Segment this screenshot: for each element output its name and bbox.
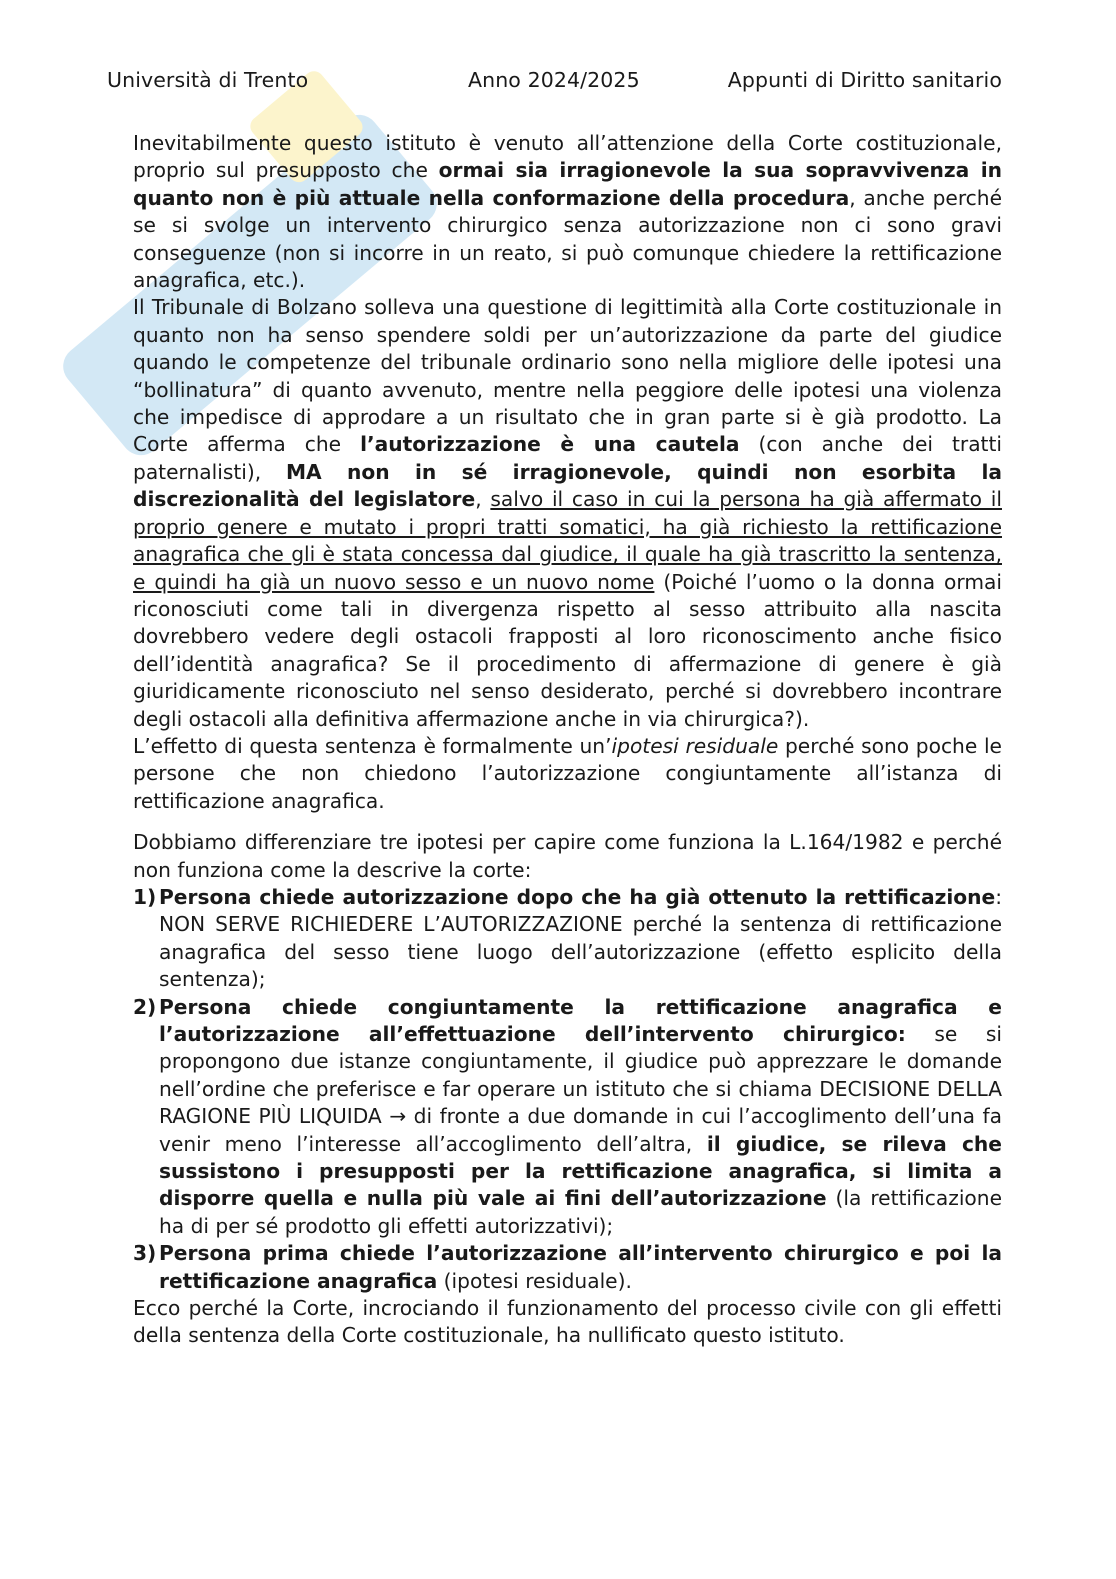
hypotheses-list bbox=[133, 884, 1002, 1295]
page-header bbox=[107, 68, 1002, 98]
text-run: ormai sia irragionevole la sua sopravvivenza in quanto non è più attuale nella conformazione della procedura bbox=[133, 158, 1002, 210]
document-body bbox=[133, 130, 1002, 1350]
text-run: Il Tribunale di Bolzano solleva una questione di legittimità alla Corte costituzionale in quanto non ha senso spendere soldi per un’autorizzazione da parte del giudice quando le competenze del tribunale ordinario sono nella migliore delle ipotesi una “bollinatura” di quanto avvenuto, mentre nella peggiore delle ipotesi una violenza che impedisce di approdare a un risultato che in gran parte si è già prodotto. La Corte afferma che bbox=[133, 295, 1002, 457]
header-university: Università di Trento bbox=[107, 68, 309, 92]
text-run: perché sono poche le persone che non chiedono l’autorizzazione congiuntamente all’istanza di rettificazione anagrafica. bbox=[133, 733, 1002, 813]
text-run: Persona chiede congiuntamente la rettificazione anagrafica e l’autorizzazione all’effettuazione dell’intervento chirurgico: bbox=[159, 994, 1002, 1046]
text-run: Persona chiede autorizzazione dopo che ha già ottenuto la rettificazione bbox=[159, 884, 996, 909]
text-run: il giudice, se rileva che sussistono i presupposti per la rettificazione anagrafica, si limita a disporre quella e nulla più vale ai fini dell’autorizzazione bbox=[159, 1131, 1002, 1211]
list-number: 2) bbox=[133, 994, 157, 1019]
list-item bbox=[133, 994, 1002, 1241]
list-item-text bbox=[159, 1241, 1002, 1292]
list-item-text bbox=[159, 995, 1002, 1238]
text-run: MA non in sé irragionevole, quindi non esorbita la discrezionalità del legislatore bbox=[133, 459, 1002, 512]
text-run: (ipotesi residuale). bbox=[437, 1268, 632, 1293]
text-run: l’autorizzazione è una cautela bbox=[360, 432, 740, 457]
text-run: ipotesi residuale bbox=[611, 733, 779, 758]
text-run: Ecco perché la Corte, incrociando il funzionamento del processo civile con gli effetti della sentenza della Corte costituzionale, ha nullificato questo istituto. bbox=[133, 1296, 1002, 1348]
text-run: : NON SERVE RICHIEDERE L’AUTORIZZAZIONE perché la sentenza di rettificazione anagrafica del sesso tiene luogo dell’autorizzazione (effetto esplicito della sentenza); bbox=[159, 884, 1002, 992]
paragraph bbox=[133, 294, 1002, 733]
text-run: salvo il caso in cui la persona ha già affermato il proprio genere e mutato i propri tratti somatici, ha già richiesto la rettificazione anagrafica che gli è stata concessa dal giudice, il quale ha già trascritto la sentenza, e quindi ha già un nuovo sesso e un nuovo nome bbox=[133, 487, 1002, 594]
closing-paragraph bbox=[133, 1295, 1002, 1350]
text-run: , bbox=[475, 487, 491, 512]
header-course: Appunti di Diritto sanitario bbox=[727, 68, 1002, 92]
paragraph bbox=[133, 733, 1002, 815]
text-run: , anche perché se si svolge un intervento chirurgico senza autorizzazione non ci sono gravi conseguenze (non si incorre in un reato, si può comunque chiedere la rettificazione anagrafica, etc.). bbox=[133, 185, 1002, 293]
text-run: (la rettificazione ha di per sé prodotto gli effetti autorizzativi); bbox=[159, 1186, 1002, 1238]
text-run: Dobbiamo differenziare tre ipotesi per capire come funziona la L.164/1982 e perché non funziona come la descrive la corte: bbox=[133, 830, 1002, 882]
text-run: Persona prima chiede l’autorizzazione all’intervento chirurgico e poi la rettificazione anagrafica bbox=[159, 1241, 1002, 1293]
text-run: Inevitabilmente questo istituto è venuto all’attenzione della Corte costituzionale, proprio sul presupposto che bbox=[133, 131, 1002, 183]
header-year: Anno 2024/2025 bbox=[468, 68, 640, 92]
list-item bbox=[133, 884, 1002, 994]
paragraph bbox=[133, 130, 1002, 294]
list-number: 3) bbox=[133, 1241, 157, 1266]
text-run: se si propongono due istanze congiuntamente, il giudice può apprezzare le domande nell’ordine che preferisce e far operare un istituto che si chiama DECISIONE DELLA RAGIONE PIÙ LIQUIDA → di fronte a due domande in cui l’accoglimento dell’una fa venir meno l’interesse all’accoglimento dell’altra, bbox=[159, 1022, 1002, 1156]
list-item-text bbox=[159, 885, 1002, 991]
text-run: (con anche dei tratti paternalisti), bbox=[133, 432, 1002, 484]
paragraph bbox=[133, 829, 1002, 884]
list-number: 1) bbox=[133, 884, 157, 909]
text-run: L’effetto di questa sentenza è formalmente un’ bbox=[133, 733, 612, 758]
text-run: (Poiché l’uomo o la donna ormai riconosciuti come tali in divergenza rispetto al sesso attribuito alla nascita dovrebbero vedere degli ostacoli frapposti al loro riconoscimento anche fisico dell’identità anagrafica? Se il procedimento di affermazione di genere è già giuridicamente riconosciuto nel senso desiderato, perché si dovrebbero incontrare degli ostacoli alla definitiva affermazione anche in via chirurgica?). bbox=[133, 569, 1002, 731]
list-item bbox=[133, 1240, 1002, 1295]
